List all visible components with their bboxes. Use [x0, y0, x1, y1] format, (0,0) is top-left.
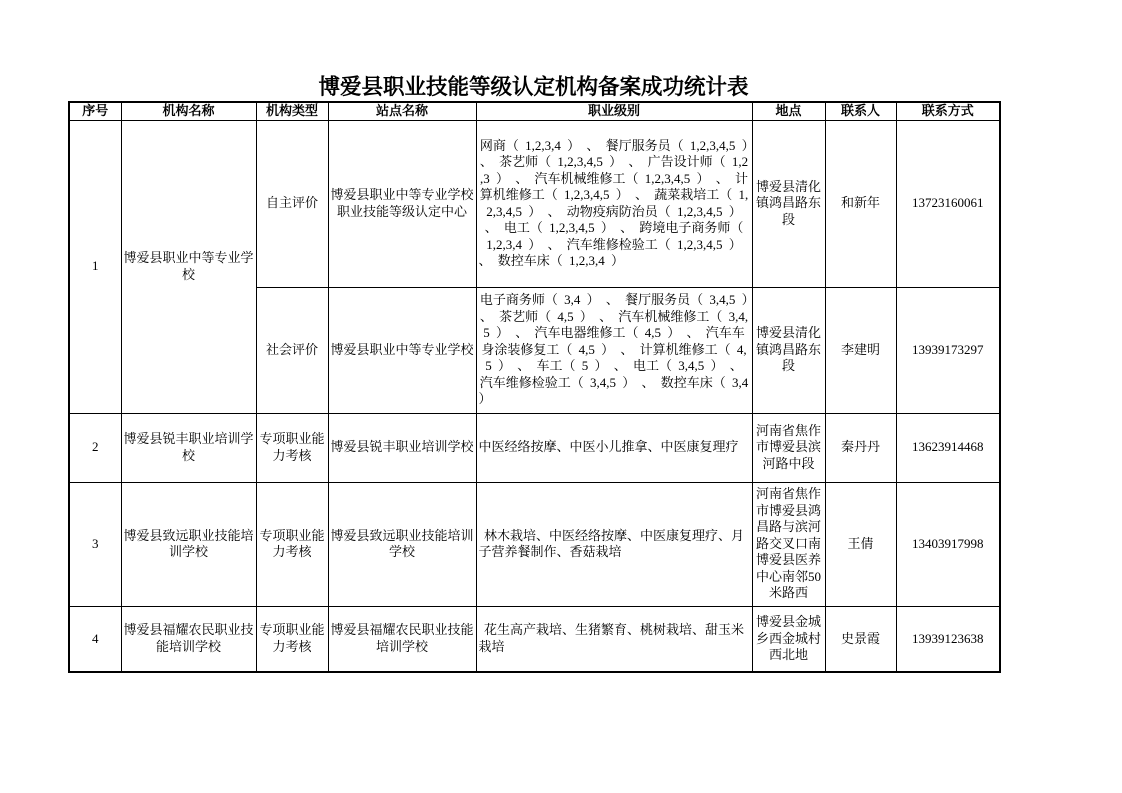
cell-site-name: 博爱县职业中等专业学校职业技能等级认定中心	[328, 120, 476, 287]
cell-org-type: 自主评价	[256, 120, 328, 287]
cell-contact: 李建明	[825, 287, 896, 413]
cell-contact: 史景霞	[825, 606, 896, 672]
cell-occupations: 花生高产栽培、生猪繁育、桃树栽培、甜玉米栽培	[476, 606, 752, 672]
cell-org-type: 专项职业能力考核	[256, 413, 328, 482]
cell-contact: 和新年	[825, 120, 896, 287]
cell-site-name: 博爱县锐丰职业培训学校	[328, 413, 476, 482]
table-row	[69, 482, 1000, 606]
cell-index: 2	[69, 413, 121, 482]
cell-org-type: 专项职业能力考核	[256, 606, 328, 672]
cell-site-name: 博爱县福耀农民职业技能培训学校	[328, 606, 476, 672]
cell-phone: 13939173297	[896, 287, 1000, 413]
page-title: 博爱县职业技能等级认定机构备案成功统计表	[318, 75, 749, 99]
cell-org-name: 博爱县福耀农民职业技能培训学校	[121, 606, 256, 672]
cell-occupations: 中医经络按摩、中医小儿推拿、中医康复理疗	[476, 413, 752, 482]
cell-occupations: 网商（ 1,2,3,4 ） 、 餐厅服务员（ 1,2,3,4,5 ） 、 茶艺师（ 1,2,3,4,5 ） 、 广告设计师（ 1,2,3 ） 、 汽车机械维修工（ 1,2,3,4,5 ） 、 计算机维修工（ 1,2,3,4,5 ） 、 蔬菜栽培工（ 1,2,3,4,5 ） 、 动物疫病防治员（ 1,2,3,4,5 ） 、 电工（ 1,2,3,4,5 ） 、 跨境电子商务师（ 1,2,3,4 ） 、 汽车维修检验工（ 1,2,3,4,5 ） 、 数控车床（ 1,2,3,4 ）	[476, 120, 752, 287]
header-cell-index: 序号	[69, 102, 121, 120]
cell-site-name: 博爱县职业中等专业学校	[328, 287, 476, 413]
cell-phone: 13939123638	[896, 606, 1000, 672]
header-cell-location: 地点	[752, 102, 825, 120]
header-cell-site-name: 站点名称	[328, 102, 476, 120]
cell-contact: 秦丹丹	[825, 413, 896, 482]
registration-table	[68, 101, 1001, 673]
cell-location: 博爱县金城乡西金城村西北地	[752, 606, 825, 672]
cell-location: 河南省焦作市博爱县滨河路中段	[752, 413, 825, 482]
cell-occupations: 电子商务师（ 3,4 ） 、 餐厅服务员（ 3,4,5 ） 、 茶艺师（ 4,5 ） 、 汽车机械维修工（ 3,4,5 ） 、 汽车电器维修工（ 4,5 ） 、 汽车车身涂装修复工（ 4,5 ） 、 计算机维修工（ 4,5 ） 、 车工（ 5 ） 、 电工（ 3,4,5 ） 、 汽车维修检验工（ 3,4,5 ） 、 数控车床（ 3,4 ）	[476, 287, 752, 413]
header-cell-org-type: 机构类型	[256, 102, 328, 120]
cell-phone: 13723160061	[896, 120, 1000, 287]
cell-site-name: 博爱县致远职业技能培训学校	[328, 482, 476, 606]
cell-index: 3	[69, 482, 121, 606]
header-cell-contact: 联系人	[825, 102, 896, 120]
cell-org-type: 专项职业能力考核	[256, 482, 328, 606]
cell-index: 4	[69, 606, 121, 672]
cell-phone: 13403917998	[896, 482, 1000, 606]
header-cell-org-name: 机构名称	[121, 102, 256, 120]
cell-phone: 13623914468	[896, 413, 1000, 482]
cell-org-name: 博爱县致远职业技能培训学校	[121, 482, 256, 606]
cell-org-type: 社会评价	[256, 287, 328, 413]
table-row	[69, 120, 1000, 287]
header-cell-phone: 联系方式	[896, 102, 1000, 120]
cell-location: 博爱县清化镇鸿昌路东段	[752, 287, 825, 413]
table-row	[69, 413, 1000, 482]
header-cell-occupations: 职业级别	[476, 102, 752, 120]
cell-contact: 王倩	[825, 482, 896, 606]
table-header-row	[69, 102, 1000, 120]
cell-org-name: 博爱县职业中等专业学校	[121, 120, 256, 413]
cell-org-name: 博爱县锐丰职业培训学校	[121, 413, 256, 482]
cell-occupations: 林木栽培、中医经络按摩、中医康复理疗、月子营养餐制作、香菇栽培	[476, 482, 752, 606]
cell-location: 博爱县清化镇鸿昌路东段	[752, 120, 825, 287]
cell-index: 1	[69, 120, 121, 413]
table-row	[69, 606, 1000, 672]
cell-location: 河南省焦作市博爱县鸿昌路与滨河路交叉口南博爱县医养中心南邻50米路西	[752, 482, 825, 606]
